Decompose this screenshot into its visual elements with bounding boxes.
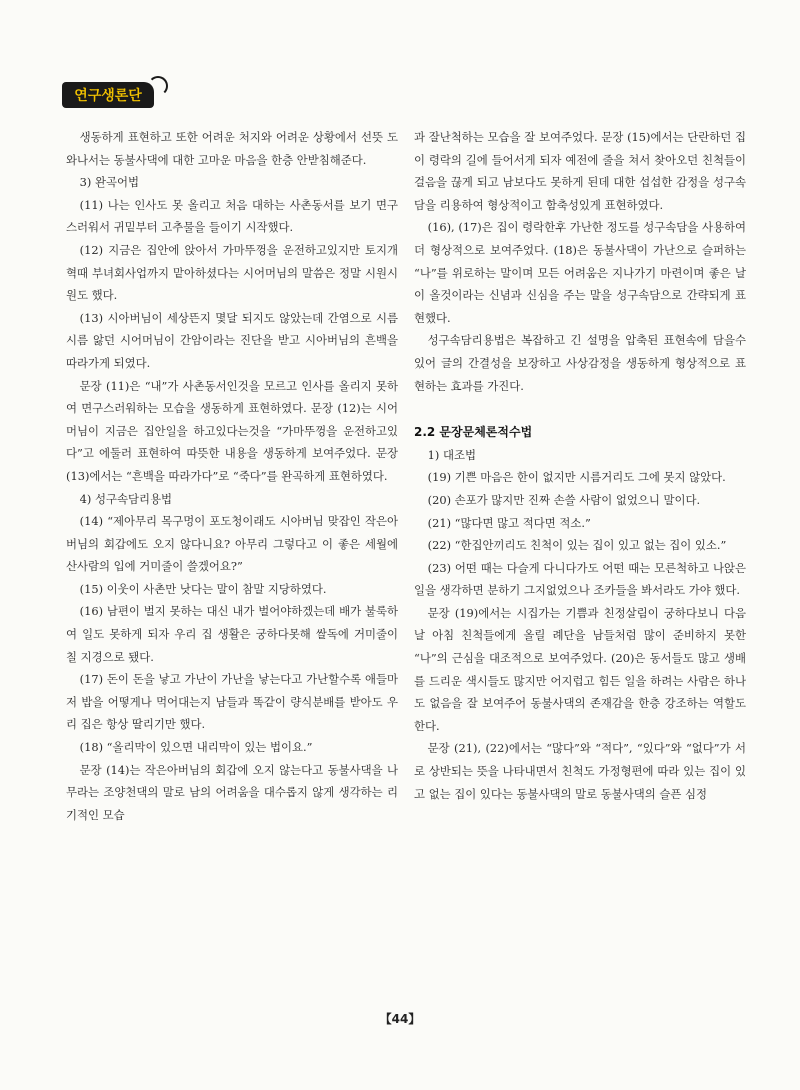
paragraph: (20) 손포가 많지만 진짜 손쓸 사람이 없었으니 말이다. <box>427 492 701 507</box>
section-title: 2.2 문장문체론적수법 <box>414 425 533 440</box>
paragraph: (16), (17)은 집이 령락한후 가난한 정도를 성구속담을 사용하여 더 형상적으로 보여주었다. (18)은 동불사댁이 가난으로 슬퍼하는 “나”를 위로하는 말이며 모든 어려움은 지나가기 마련이며 좋은 날이 올것이라는 신념과 신심을 주는 말을 성구속담으로 간략되게 표현했다. <box>414 220 746 325</box>
paragraph: (15) 이웃이 사촌만 낫다는 말이 참말 지당하였다. <box>79 581 327 596</box>
paragraph: 생동하게 표현하고 또한 어려운 처지와 어려운 상황에서 선뜻 도와나서는 동불사댁에 대한 고마운 마음을 한층 안받침해준다. <box>66 130 398 167</box>
subsection-heading: 3) 완곡어법 <box>79 175 139 190</box>
paragraph: 문장 (14)는 작은아버님의 회갑에 오지 않는다고 동불사댁을 나무라는 조양천댁의 말로 남의 어려움을 대수롭지 않게 생각하는 리기적인 모습 <box>66 762 398 822</box>
subsection-heading: 4) 성구속담리용법 <box>79 491 173 506</box>
paragraph: (13) 시아버님이 세상뜬지 몇달 되지도 않았는데 간염으로 시름시름 앓던 시어머님이 간암이라는 진단을 받고 시아버님의 흔백을 따라가게 되였다. <box>66 310 398 370</box>
paragraph: 문장 (21), (22)에서는 “많다”와 “적다”, “있다”와 “없다”가 서로 상반되는 뜻을 나타내면서 친척도 가정형편에 따라 있는 집이 있고 없는 집이 있다는 동불사댁의 말로 동불사댁의 슬픈 심정 <box>414 741 746 801</box>
paragraph: (23) 어떤 때는 다슬게 다니다가도 어떤 때는 모른척하고 나앉은 일을 생각하면 분하기 그지없었으나 조카들을 봐서라도 가야 했다. <box>414 560 746 598</box>
paragraph: 성구속담리용법은 복잡하고 긴 설명을 압축된 표현속에 담을수 있어 글의 간결성을 보장하고 사상감정을 생동하게 형상적으로 표현하는 효과를 가진다. <box>414 333 746 393</box>
paragraph: 문장 (11)은 “내”가 사촌동서인것을 모르고 인사를 올리지 못하여 면구스러워하는 모습을 생동하게 표현하였다. 문장 (12)는 시어머님이 지금은 집안일을 하고있다는것을 “가마뚜껑을 운전하고있다”고 에둘러 표현하여 따뜻한 내용을 생동하게 보여주었다. 문장 (13)에서는 “흔백을 따라가다”로 “죽다”를 완곡하게 표현하였다. <box>66 378 398 483</box>
subsection-heading: 1) 대조법 <box>427 447 476 462</box>
logo-text: 연구생론단 <box>74 88 142 104</box>
paragraph: (11) 나는 인사도 못 올리고 처음 대하는 사촌동서를 보기 면구스러워서 귀밑부터 고추물을 들이기 시작했다. <box>66 197 398 235</box>
paragraph: (12) 지금은 집안에 앉아서 가마뚜껑을 운전하고있지만 토지개혁때 부녀회사업까지 맡아하셨다는 시어머님의 말씀은 정말 시원시원도 했다. <box>66 242 398 303</box>
journal-logo <box>62 82 154 108</box>
paragraph: 문장 (19)에서는 시집가는 기쁨과 친정살림이 궁하다보니 다음날 아침 친척들에게 올릴 례단을 남들처럼 많이 준비하지 못한 “나”의 근심을 대조적으로 보여주었다. (20)은 동서들도 많고 생배를 드리운 색시들도 많지만 어지럽고 힘든 일을 하려는 사람은 하나도 없음을 잘 보여주어 동불사댁의 존재감을 한층 강조하는 역할도 한다. <box>414 605 746 733</box>
paragraph: (18) “올리막이 있으면 내리막이 있는 법이요.” <box>79 740 313 755</box>
right-column <box>414 126 746 805</box>
paragraph: (19) 기쁜 마음은 한이 없지만 시름거리도 그에 못지 않았다. <box>427 470 726 485</box>
paragraph: (17) 돈이 돈을 낳고 가난이 가난을 낳는다고 가난할수록 애들마저 밥을 어떻게나 먹어대는지 남들과 똑같이 량식분배를 받아도 우리 집은 항상 딸리기만 했다. <box>66 672 398 732</box>
paragraph: (22) “한집안끼리도 친척이 있는 집이 있고 없는 집이 있소.” <box>427 538 727 553</box>
paragraph-continued: 과 잘난척하는 모습을 잘 보여주었다. 문장 (15)에서는 단란하던 집이 령락의 길에 들어서게 되자 예전에 줄을 쳐서 찾아오던 친척들이 걸음을 끊게 되고 남보다도 못하게 된데 대한 섭섭한 감정을 성구속담을 리용하여 형상적이고 함축성있게 표현하였다. <box>414 130 746 212</box>
logo-swirl-icon <box>148 76 168 96</box>
paragraph: (21) “많다면 많고 적다면 적소.” <box>427 515 591 530</box>
paragraph: (16) 남편이 벌지 못하는 대신 내가 벌어야하겠는데 배가 불룩하여 일도 못하게 되자 우리 집 생활은 궁하다못해 쌀독에 거미줄이 칠 지경으로 됐다. <box>66 604 398 664</box>
paragraph: (14) “제아무리 목구멍이 포도청이래도 시아버님 맞잡인 작은아버님의 회갑에도 오지 않다니요? 아무리 그렇다고 이 좋은 세월에 산사람의 입에 거미줄이 쓸겠어요?” <box>66 514 398 574</box>
left-column <box>66 126 398 826</box>
page-number: 【44】 <box>379 1012 421 1026</box>
